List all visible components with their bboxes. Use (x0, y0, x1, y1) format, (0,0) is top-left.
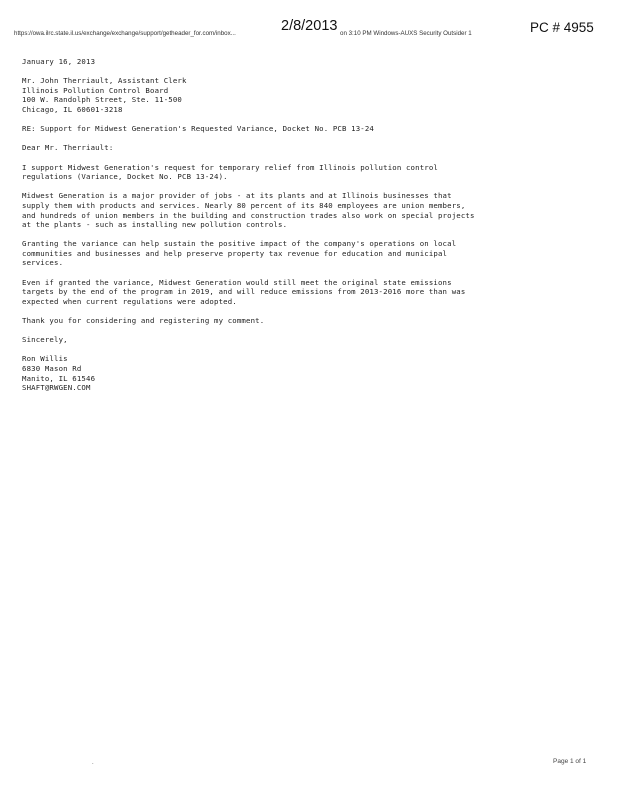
paragraph-line: expected when current regulations were adopted. (22, 296, 237, 306)
paragraph-line: and hundreds of union members in the building and construction trades also work on special projects (22, 210, 475, 220)
paragraph (22, 239, 582, 268)
paragraph-line: I support Midwest Generation's request for temporary relief from Illinois pollution control (22, 162, 438, 172)
signature-name: Ron Willis (22, 354, 68, 364)
paragraph-line: at the plants - such as installing new pollution controls. (22, 220, 288, 230)
recipient-address (22, 76, 582, 114)
paragraph-line: Midwest Generation is a major provider of jobs - at its plants and at Illinois businesses that (22, 191, 452, 201)
paragraph-line: communities and businesses and help preserve property tax revenue for education and municipal (22, 248, 448, 258)
paragraph-line: Granting the variance can help sustain the positive impact of the company's operations on local (22, 239, 457, 249)
header-time-info: on 3:10 PM Windows-AUXS Security Outsider 1 (340, 30, 472, 37)
signature-city: Manito, IL 61546 (22, 373, 96, 383)
letter-date: January 16, 2013 (22, 57, 96, 66)
pc-number-stamp: PC # 4955 (530, 20, 594, 35)
recipient-line: Illinois Pollution Control Board (22, 85, 169, 95)
recipient-line: 100 W. Randolph Street, Ste. 11-500 (22, 95, 182, 105)
paragraph-line: supply them with products and services. Nearly 80 percent of its 840 employees are union members, (22, 200, 466, 210)
recipient-line: Chicago, IL 60601-3218 (22, 104, 123, 114)
recipient-line: Mr. John Therriault, Assistant Clerk (22, 76, 187, 86)
paragraph (22, 163, 582, 182)
paragraph (22, 191, 582, 229)
signature-address: 6830 Mason Rd (22, 364, 82, 373)
paragraph-line: targets by the end of the program in 2019, and will reduce emissions from 2013-2016 more than was (22, 287, 466, 297)
signature-block (22, 354, 582, 392)
header-url: https://owa.ilrc.state.il.us/exchange/exchange/support/getheader_for.com/inbox... (14, 30, 236, 37)
salutation: Dear Mr. Therriault: (22, 143, 114, 153)
signature-email: SHAFT@RWGEN.COM (22, 383, 91, 393)
paragraph (22, 278, 582, 307)
paragraph (22, 316, 582, 326)
paragraph-line: services. (22, 258, 64, 268)
received-date-stamp: 2/8/2013 (281, 18, 338, 34)
paragraph-line: Even if granted the variance, Midwest Generation would still meet the original state emissions (22, 277, 452, 287)
footer-mark: . (92, 760, 94, 766)
paragraph-line: Thank you for considering and registering my comment. (22, 316, 265, 326)
paragraph-line: regulations (Variance, Docket No. PCB 13-24). (22, 172, 228, 182)
letter-body (22, 57, 582, 393)
print-header (0, 18, 618, 42)
closing: Sincerely, (22, 335, 68, 345)
page-number: Page 1 of 1 (553, 758, 587, 765)
subject-line: RE: Support for Midwest Generation's Requested Variance, Docket No. PCB 13-24 (22, 124, 374, 134)
